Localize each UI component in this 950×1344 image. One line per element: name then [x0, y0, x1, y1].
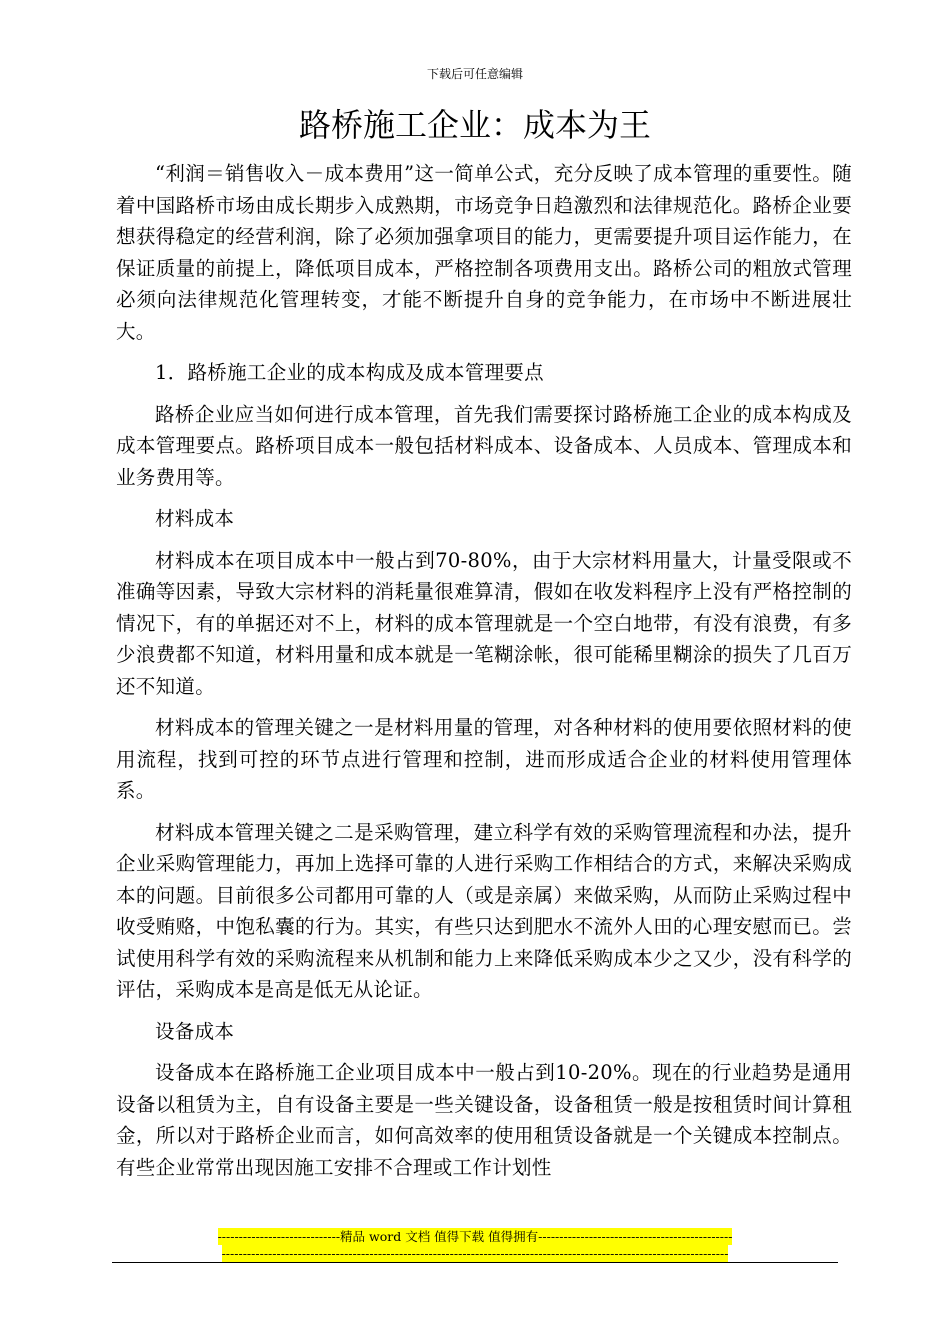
- footer-line-1: -----------------------------精品 word 文档 值得下载 值得拥有----------------------------------------------: [217, 1229, 733, 1244]
- procurement-paragraph: 材料成本管理关键之二是采购管理，建立科学有效的采购管理流程和办法，提升企业采购管理能力，再加上选择可靠的人进行采购工作相结合的方式，来解决采购成本的问题。目前很多公司都用可靠的人（或是亲属）来做采购，从而防止采购过程中收受贿赂，中饱私囊的行为。其实，有些只达到肥水不流外人田的心理安慰而已。尝试使用科学有效的采购流程来从机制和能力上来降低采购成本少之又少，没有科学的评估，采购成本是高是低无从论证。: [116, 820, 852, 1001]
- cost-structure-paragraph: 路桥企业应当如何进行成本管理，首先我们需要探讨路桥施工企业的成本构成及成本管理要点。路桥项目成本一般包括材料成本、设备成本、人员成本、管理成本和业务费用等。: [116, 402, 852, 489]
- document-body: [116, 158, 852, 1183]
- subheading-material-cost: 材料成本: [155, 507, 235, 530]
- footer-line-2: ------------------------------------------------------------------------------------------------------------------------: [221, 1246, 729, 1261]
- footer-divider: [112, 1262, 838, 1263]
- equipment-cost-paragraph: 设备成本在路桥施工企业项目成本中一般占到10-20%。现在的行业趋势是通用设备以租赁为主，自有设备主要是一些关键设备，设备租赁一般是按租赁时间计算租金，所以对于路桥企业而言，如何高效率的使用租赁设备就是一个关键成本控制点。有些企业常常出现因施工安排不合理或工作计划性: [116, 1061, 852, 1179]
- header-note: 下载后可任意编辑: [426, 67, 523, 81]
- footer-banner: [0, 1228, 950, 1262]
- subheading-equipment-cost: 设备成本: [155, 1019, 235, 1043]
- section-heading-cost-structure: 1．路桥施工企业的成本构成及成本管理要点: [155, 361, 544, 384]
- intro-paragraph: “利润＝销售收入－成本费用”这一简单公式，充分反映了成本管理的重要性。随着中国路桥市场由成长期步入成熟期，市场竞争日趋激烈和法律规范化。路桥企业要想获得稳定的经营利润，除了必须加强拿项目的能力，更需要提升项目运作能力，在保证质量的前提上，降低项目成本，严格控制各项费用支出。路桥公司的粗放式管理必须向法律规范化管理转变，才能不断提升自身的竞争能力，在市场中不断进展壮大。: [116, 162, 852, 343]
- material-cost-paragraph: 材料成本在项目成本中一般占到70-80%，由于大宗材料用量大，计量受限或不准确等因素，导致大宗材料的消耗量很难算清，假如在收发料程序上没有严格控制的情况下，有的单据还对不上，材料的成本管理就是一个空白地带，有没有浪费，有多少浪费都不知道，材料用量和成本就是一笔糊涂帐，很可能稀里糊涂的损失了几百万还不知道。: [116, 548, 852, 698]
- document-title: 路桥施工企业：成本为王: [298, 106, 651, 144]
- material-usage-paragraph: 材料成本的管理关键之一是材料用量的管理，对各种材料的使用要依照材料的使用流程，找到可控的环节点进行管理和控制，进而形成适合企业的材料使用管理体系。: [116, 716, 852, 802]
